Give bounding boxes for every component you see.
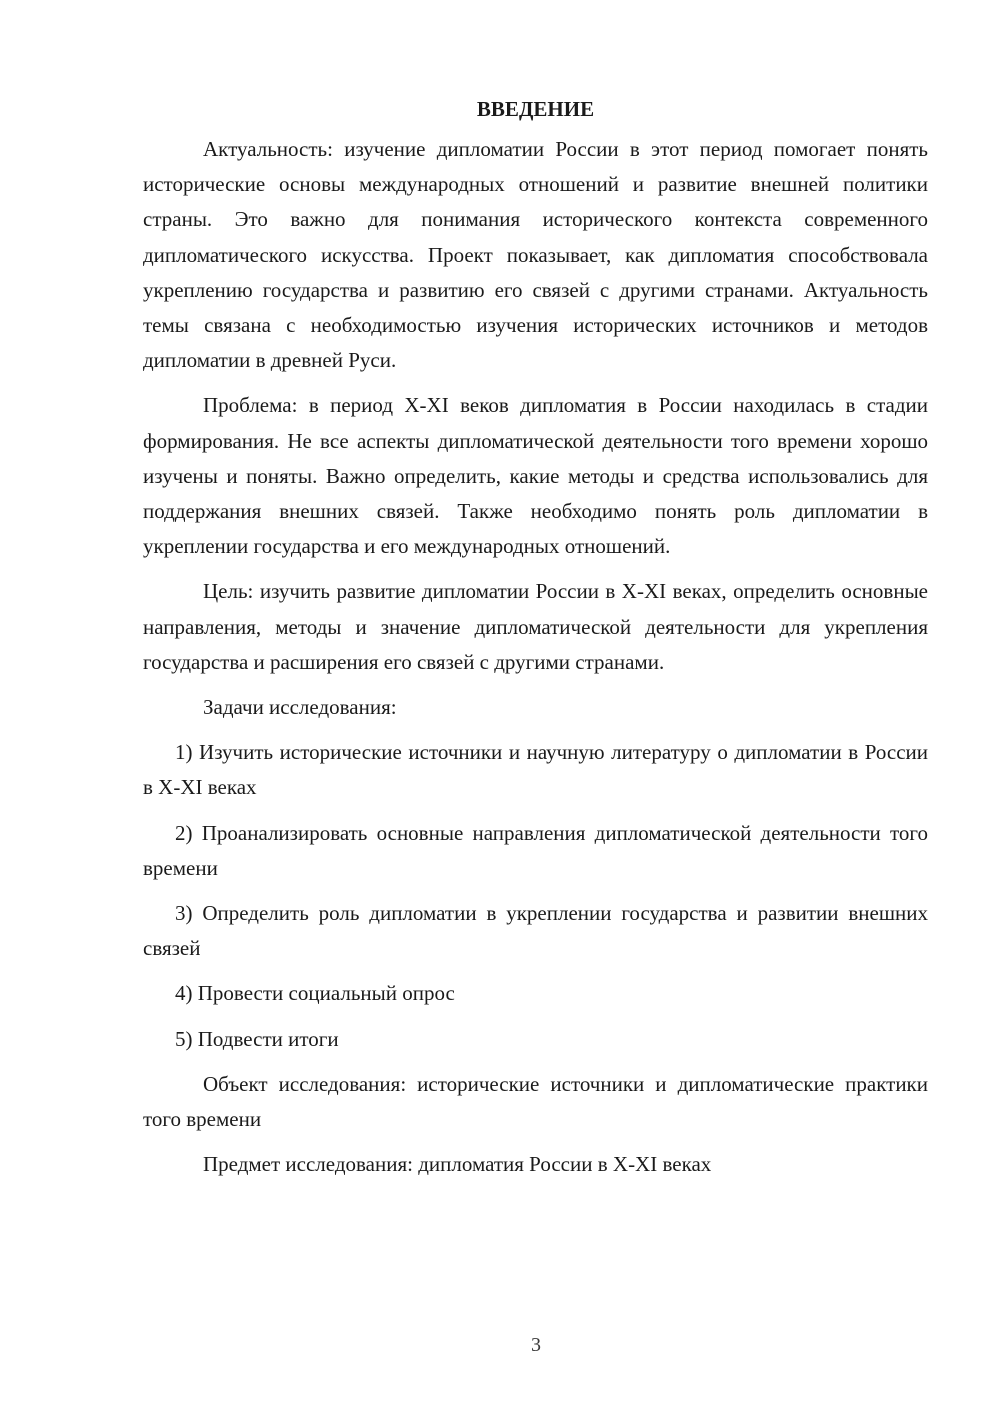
document-body: [143, 92, 928, 1182]
problem-paragraph: Проблема: в период X-XI веков дипломатия в России находилась в стадии формирования. Не все аспекты дипломатической деятельности того времени хорошо изучены и поняты. Важно определить, какие методы и средства использовались для поддержания внешних связей. Также необходимо понять роль дипломатии в укреплении государства и его международных отношений.: [143, 393, 928, 559]
list-item: 5) Подвести итоги: [175, 1026, 339, 1051]
tasks-list: [143, 735, 928, 1057]
goal-paragraph: Цель: изучить развитие дипломатии России в X-XI веках, определить основные направления, методы и значение дипломатической деятельности для укрепления государства и расширения его связей с другими странами.: [143, 579, 928, 674]
section-heading: ВВЕДЕНИЕ: [476, 97, 595, 121]
relevance-paragraph: Актуальность: изучение дипломатии России в этот период помогает понять исторические основы международных отношений и развитие внешней политики страны. Это важно для понимания исторического контекста современного дипломатического искусства. Проект показывает, как дипломатия способствовала укреплению государства и развитию его связей с другими странами. Актуальность темы связана с необходимостью изучения исторических источников и методов дипломатии в древней Руси.: [143, 137, 928, 373]
subject-paragraph: Предмет исследования: дипломатия России в X-XI веках: [203, 1152, 712, 1177]
list-item: 1) Изучить исторические источники и научную литературу о дипломатии в России в X-XI веках: [143, 740, 928, 800]
list-item: 4) Провести социальный опрос: [175, 981, 455, 1006]
list-item: 2) Проанализировать основные направления дипломатической деятельности того времени: [143, 820, 928, 880]
tasks-heading: Задачи исследования:: [203, 695, 397, 720]
page-number: 3: [531, 1334, 541, 1356]
object-paragraph: Объект исследования: исторические источники и дипломатические практики того времени: [143, 1071, 928, 1132]
list-item: 3) Определить роль дипломатии в укреплении государства и развитии внешних связей: [143, 901, 928, 961]
